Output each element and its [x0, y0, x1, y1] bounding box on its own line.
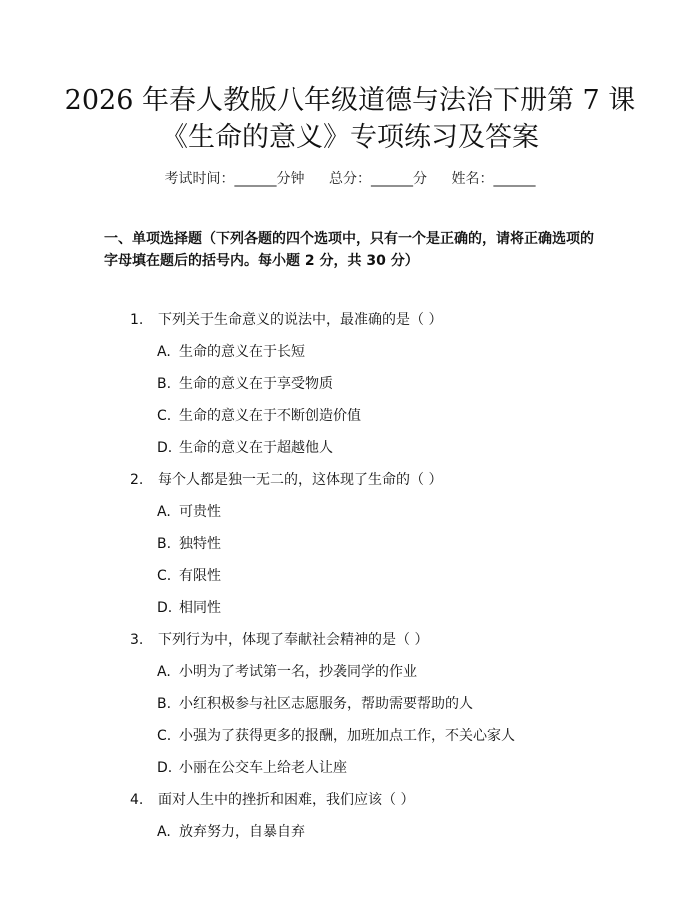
option: [157, 823, 305, 841]
question-text: 下列行为中，体现了奉献社会精神的是（ ）: [158, 632, 429, 648]
option-text: 可贵性: [179, 504, 221, 520]
option-letter: B.: [157, 696, 172, 712]
option-letter: B.: [157, 536, 172, 552]
question-number: 4.: [130, 792, 144, 808]
option-letter: A.: [157, 824, 171, 840]
option-letter: B.: [157, 376, 172, 392]
question: [130, 791, 414, 809]
option: [157, 375, 333, 393]
question-number: 3.: [130, 632, 144, 648]
option: [157, 439, 333, 457]
question-text: 下列关于生命意义的说法中，最准确的是（ ）: [158, 312, 443, 328]
option-text: 有限性: [179, 568, 221, 584]
document-title: 2026 年春人教版八年级道德与法治下册第 7 课《生命的意义》专项练习及答案: [64, 85, 636, 153]
exam-info-line: [0, 168, 700, 188]
option-text: 独特性: [179, 536, 221, 552]
option: [157, 503, 221, 521]
option: [157, 535, 221, 553]
option-text: 生命的意义在于不断创造价值: [179, 408, 361, 424]
option-text: 生命的意义在于享受物质: [179, 376, 333, 392]
option-letter: A.: [157, 504, 171, 520]
option-letter: D.: [157, 600, 173, 616]
option-text: 小强为了获得更多的报酬，加班加点工作，不关心家人: [179, 728, 515, 744]
option: [157, 759, 347, 777]
option-letter: C.: [157, 568, 172, 584]
option: [157, 599, 221, 617]
question-text: 每个人都是独一无二的，这体现了生命的（ ）: [158, 472, 443, 488]
option: [157, 567, 221, 585]
option-letter: C.: [157, 728, 172, 744]
section-heading: 一、单项选择题（下列各题的四个选项中，只有一个是正确的，请将正确选项的字母填在题后的括号内。每小题 2 分，共 30 分）: [104, 231, 594, 269]
option: [157, 695, 473, 713]
option-text: 小明为了考试第一名，抄袭同学的作业: [179, 664, 417, 680]
student-name-field: 姓名：______: [451, 171, 536, 187]
exam-time-field: 考试时间：______分钟: [164, 171, 305, 187]
option: [157, 343, 305, 361]
option-letter: A.: [157, 344, 171, 360]
option-letter: D.: [157, 760, 173, 776]
option: [157, 407, 361, 425]
option-letter: D.: [157, 440, 173, 456]
question-number: 1.: [130, 312, 144, 328]
question-number: 2.: [130, 472, 144, 488]
option-text: 放弃努力，自暴自弃: [179, 824, 305, 840]
option-text: 小丽在公交车上给老人让座: [179, 760, 347, 776]
option-text: 小红积极参与社区志愿服务，帮助需要帮助的人: [179, 696, 473, 712]
total-score-field: 总分：______分: [329, 171, 427, 187]
option-letter: A.: [157, 664, 171, 680]
option-text: 生命的意义在于超越他人: [179, 440, 333, 456]
option-text: 相同性: [179, 600, 221, 616]
option: [157, 663, 417, 681]
question-text: 面对人生中的挫折和困难，我们应该（ ）: [158, 792, 415, 808]
question: [130, 311, 442, 329]
option: [157, 727, 515, 745]
question: [130, 631, 428, 649]
option-letter: C.: [157, 408, 172, 424]
option-text: 生命的意义在于长短: [179, 344, 305, 360]
question: [130, 471, 442, 489]
